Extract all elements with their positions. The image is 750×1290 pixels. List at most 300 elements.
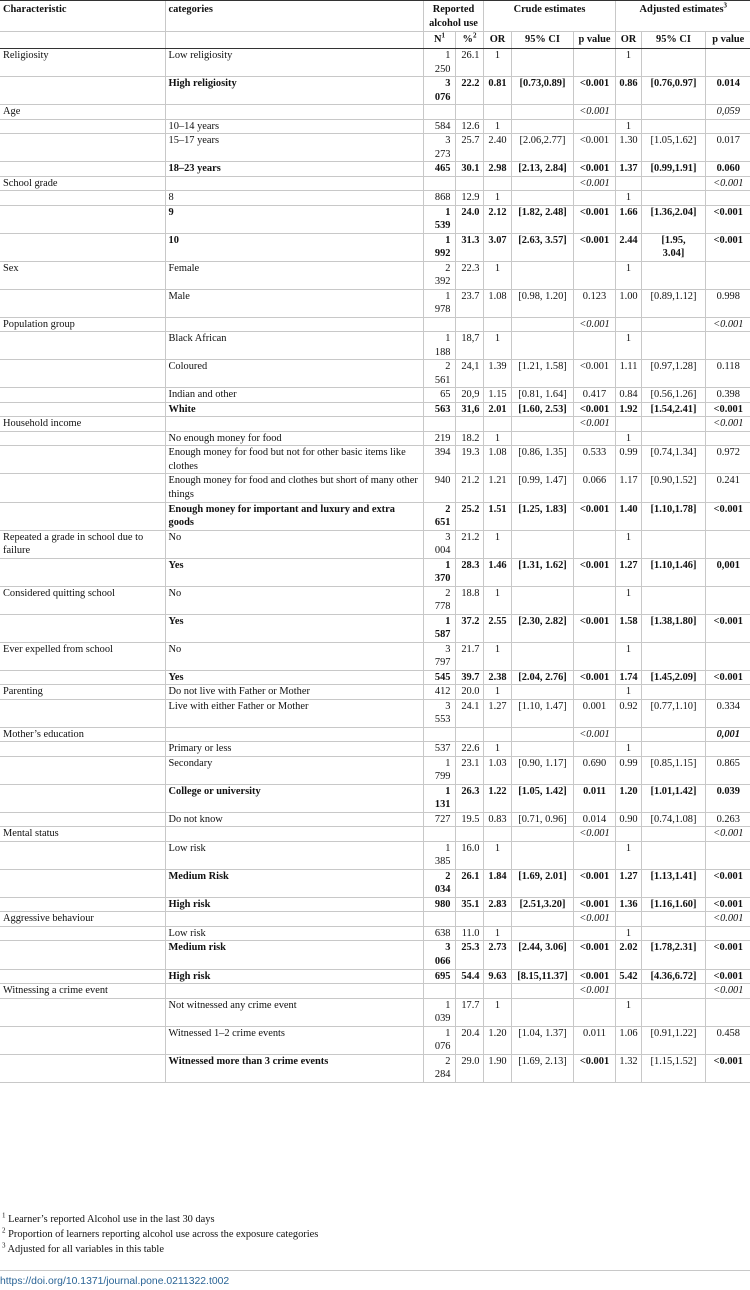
adjusted-p-cell: 0.972 — [705, 446, 750, 474]
adjusted-or-cell — [615, 317, 641, 332]
adjusted-ci-cell: [1.36,2.04] — [641, 205, 705, 233]
adjusted-p-cell: <0.001 — [705, 317, 750, 332]
adjusted-ci-cell: [1.45,2.09] — [641, 670, 705, 685]
adjusted-ci-cell — [641, 586, 705, 614]
percent-cell: 20.0 — [455, 685, 483, 700]
characteristic-cell — [0, 360, 165, 388]
adjusted-ci-cell: [0.74,1.08] — [641, 812, 705, 827]
table-row — [0, 176, 750, 191]
n-cell: 695 — [423, 969, 455, 984]
crude-p-cell: <0.001 — [573, 670, 615, 685]
adjusted-p-cell: 0,001 — [705, 727, 750, 742]
category-cell — [165, 317, 423, 332]
adjusted-p-cell: 0.017 — [705, 134, 750, 162]
adjusted-p-cell — [705, 926, 750, 941]
adjusted-or-cell — [615, 827, 641, 842]
category-cell: No — [165, 586, 423, 614]
table-row — [0, 134, 750, 162]
percent-cell: 24.1 — [455, 699, 483, 727]
header-pct — [455, 32, 483, 49]
category-cell: Low religiosity — [165, 49, 423, 77]
table-row — [0, 119, 750, 134]
crude-ci-cell: [1.69, 2.13] — [511, 1054, 573, 1082]
crude-ci-cell: [1.04, 1.37] — [511, 1026, 573, 1054]
crude-ci-cell: [0.81, 1.64] — [511, 388, 573, 403]
header-adj-p: p value — [705, 32, 750, 49]
adjusted-p-cell — [705, 998, 750, 1026]
crude-or-cell: 1.03 — [483, 756, 511, 784]
crude-or-cell — [483, 176, 511, 191]
n-cell: 3 553 — [423, 699, 455, 727]
table-row — [0, 897, 750, 912]
adjusted-or-cell: 1 — [615, 119, 641, 134]
crude-ci-cell: [1.05, 1.42] — [511, 784, 573, 812]
crude-p-cell — [573, 926, 615, 941]
adjusted-ci-cell: [1.10,1.78] — [641, 502, 705, 530]
adjusted-ci-cell — [641, 176, 705, 191]
adjusted-ci-cell: [1.10,1.46] — [641, 558, 705, 586]
adjusted-p-cell: 0.039 — [705, 784, 750, 812]
table-row — [0, 474, 750, 502]
adjusted-p-cell: <0.001 — [705, 233, 750, 261]
characteristic-cell — [0, 869, 165, 897]
crude-p-cell: <0.001 — [573, 134, 615, 162]
adjusted-p-cell: 0,059 — [705, 105, 750, 120]
adjusted-ci-cell: [1.38,1.80] — [641, 614, 705, 642]
crude-or-cell: 1 — [483, 332, 511, 360]
table-row — [0, 233, 750, 261]
crude-ci-cell: [2.06,2.77] — [511, 134, 573, 162]
crude-p-cell: <0.001 — [573, 614, 615, 642]
adjusted-or-cell: 1 — [615, 332, 641, 360]
adjusted-or-cell — [615, 176, 641, 191]
characteristic-cell — [0, 388, 165, 403]
header-pct-sup: 2 — [472, 31, 477, 40]
table-row — [0, 105, 750, 120]
n-cell: 638 — [423, 926, 455, 941]
header-ci: 95% CI — [511, 32, 573, 49]
crude-ci-cell: [2.04, 2.76] — [511, 670, 573, 685]
characteristic-cell — [0, 998, 165, 1026]
characteristic-cell: Parenting — [0, 685, 165, 700]
adjusted-or-cell: 1.20 — [615, 784, 641, 812]
crude-p-cell: 0.417 — [573, 388, 615, 403]
header-n — [423, 32, 455, 49]
category-cell: No — [165, 530, 423, 558]
crude-ci-cell: [0.99, 1.47] — [511, 474, 573, 502]
header-row-2 — [0, 32, 750, 49]
crude-ci-cell: [1.10, 1.47] — [511, 699, 573, 727]
footnotes — [0, 1212, 750, 1257]
crude-p-cell: <0.001 — [573, 941, 615, 969]
category-cell — [165, 727, 423, 742]
percent-cell: 31.3 — [455, 233, 483, 261]
adjusted-p-cell: 0.865 — [705, 756, 750, 784]
crude-ci-cell — [511, 912, 573, 927]
adjusted-or-cell: 1.27 — [615, 869, 641, 897]
header-characteristic: Characteristic — [0, 1, 165, 32]
crude-p-cell: 0.011 — [573, 784, 615, 812]
adjusted-or-cell: 1.66 — [615, 205, 641, 233]
adjusted-p-cell: <0.001 — [705, 205, 750, 233]
crude-p-cell: 0.011 — [573, 1026, 615, 1054]
crude-ci-cell — [511, 984, 573, 999]
adjusted-or-cell: 0.92 — [615, 699, 641, 727]
adjusted-p-cell — [705, 685, 750, 700]
n-cell: 465 — [423, 162, 455, 177]
adjusted-or-cell: 2.44 — [615, 233, 641, 261]
header-crude-estimates: Crude estimates — [483, 1, 615, 32]
percent-cell — [455, 984, 483, 999]
crude-ci-cell — [511, 642, 573, 670]
adjusted-ci-cell: [0.74,1.34] — [641, 446, 705, 474]
table-row — [0, 685, 750, 700]
n-cell: 563 — [423, 402, 455, 417]
adjusted-ci-cell — [641, 332, 705, 360]
crude-or-cell: 1 — [483, 586, 511, 614]
adjusted-p-cell: <0.001 — [705, 912, 750, 927]
category-cell: High religiosity — [165, 77, 423, 105]
adjusted-p-cell — [705, 261, 750, 289]
footnote-marker: 3 — [2, 1241, 6, 1250]
crude-ci-cell — [511, 586, 573, 614]
adjusted-p-cell — [705, 49, 750, 77]
adjusted-ci-cell: [1.78,2.31] — [641, 941, 705, 969]
percent-cell: 19.5 — [455, 812, 483, 827]
table-row — [0, 984, 750, 999]
category-cell: Medium Risk — [165, 869, 423, 897]
characteristic-cell — [0, 941, 165, 969]
crude-or-cell: 1.20 — [483, 1026, 511, 1054]
crude-p-cell — [573, 841, 615, 869]
adjusted-p-cell: <0.001 — [705, 614, 750, 642]
characteristic-cell — [0, 841, 165, 869]
n-cell: 1 076 — [423, 1026, 455, 1054]
percent-cell: 28.3 — [455, 558, 483, 586]
category-cell: Medium risk — [165, 941, 423, 969]
crude-p-cell: 0.123 — [573, 289, 615, 317]
adjusted-or-cell: 5.42 — [615, 969, 641, 984]
category-cell: Enough money for food and clothes but short of many other things — [165, 474, 423, 502]
crude-or-cell: 9.63 — [483, 969, 511, 984]
percent-cell: 17.7 — [455, 998, 483, 1026]
crude-ci-cell — [511, 317, 573, 332]
table-row — [0, 998, 750, 1026]
table-row — [0, 360, 750, 388]
adjusted-ci-cell: [0.76,0.97] — [641, 77, 705, 105]
n-cell: 65 — [423, 388, 455, 403]
adjusted-ci-cell: [4.36,6.72] — [641, 969, 705, 984]
category-cell — [165, 984, 423, 999]
table-row — [0, 784, 750, 812]
percent-cell: 37.2 — [455, 614, 483, 642]
adjusted-ci-cell: [0.77,1.10] — [641, 699, 705, 727]
characteristic-cell — [0, 1054, 165, 1082]
category-cell: White — [165, 402, 423, 417]
crude-p-cell: 0.066 — [573, 474, 615, 502]
adjusted-ci-cell — [641, 841, 705, 869]
doi-link[interactable]: https://doi.org/10.1371/journal.pone.0211322.t002 — [0, 1270, 750, 1287]
n-cell — [423, 176, 455, 191]
category-cell: Witnessed more than 3 crime events — [165, 1054, 423, 1082]
table-row — [0, 969, 750, 984]
category-cell — [165, 105, 423, 120]
crude-or-cell: 1.46 — [483, 558, 511, 586]
adjusted-or-cell: 1.37 — [615, 162, 641, 177]
category-cell: 9 — [165, 205, 423, 233]
adjusted-ci-cell: [0.91,1.22] — [641, 1026, 705, 1054]
crude-p-cell: 0.533 — [573, 446, 615, 474]
crude-or-cell: 1.08 — [483, 446, 511, 474]
crude-or-cell — [483, 827, 511, 842]
adjusted-ci-cell — [641, 417, 705, 432]
category-cell: 10 — [165, 233, 423, 261]
crude-or-cell: 1 — [483, 642, 511, 670]
characteristic-cell: Aggressive behaviour — [0, 912, 165, 927]
crude-p-cell — [573, 998, 615, 1026]
characteristic-cell — [0, 162, 165, 177]
crude-ci-cell: [1.69, 2.01] — [511, 869, 573, 897]
n-cell — [423, 912, 455, 927]
header-row-1 — [0, 1, 750, 32]
characteristic-cell — [0, 119, 165, 134]
table-row — [0, 191, 750, 206]
characteristic-cell — [0, 332, 165, 360]
adjusted-ci-cell: [1.15,1.52] — [641, 1054, 705, 1082]
header-pct-label: % — [462, 34, 473, 46]
adjusted-p-cell: <0.001 — [705, 869, 750, 897]
n-cell: 1 992 — [423, 233, 455, 261]
crude-ci-cell — [511, 841, 573, 869]
footnote-text: Proportion of learners reporting alcohol use across the exposure categories — [8, 1229, 319, 1241]
table-row — [0, 912, 750, 927]
category-cell — [165, 912, 423, 927]
n-cell: 394 — [423, 446, 455, 474]
adjusted-ci-cell: [0.99,1.91] — [641, 162, 705, 177]
table-row — [0, 1026, 750, 1054]
header-or: OR — [483, 32, 511, 49]
adjusted-or-cell — [615, 727, 641, 742]
adjusted-ci-cell — [641, 727, 705, 742]
crude-or-cell: 2.73 — [483, 941, 511, 969]
crude-or-cell: 1 — [483, 742, 511, 757]
adjusted-ci-cell — [641, 119, 705, 134]
crude-ci-cell: [0.98, 1.20] — [511, 289, 573, 317]
adjusted-ci-cell — [641, 926, 705, 941]
n-cell: 1 799 — [423, 756, 455, 784]
characteristic-cell — [0, 784, 165, 812]
n-cell: 1 539 — [423, 205, 455, 233]
n-cell: 727 — [423, 812, 455, 827]
characteristic-cell — [0, 402, 165, 417]
adjusted-p-cell: <0.001 — [705, 402, 750, 417]
adjusted-ci-cell — [641, 998, 705, 1026]
crude-p-cell — [573, 742, 615, 757]
percent-cell: 24.0 — [455, 205, 483, 233]
adjusted-or-cell: 1 — [615, 261, 641, 289]
adjusted-p-cell — [705, 642, 750, 670]
characteristic-cell — [0, 191, 165, 206]
table-row — [0, 261, 750, 289]
n-cell: 3 797 — [423, 642, 455, 670]
crude-p-cell: <0.001 — [573, 317, 615, 332]
crude-ci-cell — [511, 998, 573, 1026]
crude-ci-cell — [511, 119, 573, 134]
adjusted-or-cell: 1 — [615, 431, 641, 446]
crude-ci-cell — [511, 261, 573, 289]
header-reported-alcohol-use: Reported alcohol use — [423, 1, 483, 32]
adjusted-ci-cell — [641, 530, 705, 558]
category-cell — [165, 827, 423, 842]
n-cell — [423, 827, 455, 842]
crude-ci-cell: [1.25, 1.83] — [511, 502, 573, 530]
n-cell: 3 004 — [423, 530, 455, 558]
crude-p-cell: <0.001 — [573, 827, 615, 842]
adjusted-p-cell: 0.998 — [705, 289, 750, 317]
adjusted-ci-cell — [641, 642, 705, 670]
characteristic-cell: Considered quitting school — [0, 586, 165, 614]
crude-ci-cell: [2.13, 2.84] — [511, 162, 573, 177]
category-cell: Indian and other — [165, 388, 423, 403]
crude-p-cell: 0.001 — [573, 699, 615, 727]
crude-ci-cell: [8.15,11.37] — [511, 969, 573, 984]
n-cell: 3 076 — [423, 77, 455, 105]
adjusted-or-cell: 0.99 — [615, 756, 641, 784]
adjusted-p-cell: <0.001 — [705, 969, 750, 984]
adjusted-or-cell: 1.92 — [615, 402, 641, 417]
table-row — [0, 502, 750, 530]
footnote-marker: 2 — [2, 1226, 6, 1235]
adjusted-p-cell: 0,001 — [705, 558, 750, 586]
table-row — [0, 289, 750, 317]
adjusted-ci-cell — [641, 984, 705, 999]
adjusted-or-cell: 0.99 — [615, 446, 641, 474]
crude-p-cell: <0.001 — [573, 1054, 615, 1082]
n-cell: 1 039 — [423, 998, 455, 1026]
adjusted-or-cell: 1.17 — [615, 474, 641, 502]
crude-p-cell: <0.001 — [573, 205, 615, 233]
crude-or-cell: 2.55 — [483, 614, 511, 642]
category-cell: Yes — [165, 614, 423, 642]
n-cell: 545 — [423, 670, 455, 685]
adjusted-p-cell — [705, 431, 750, 446]
adjusted-or-cell: 1.58 — [615, 614, 641, 642]
n-cell: 868 — [423, 191, 455, 206]
adjusted-ci-cell — [641, 912, 705, 927]
adjusted-ci-cell — [641, 827, 705, 842]
percent-cell: 29.0 — [455, 1054, 483, 1082]
characteristic-cell — [0, 742, 165, 757]
characteristic-cell: Household income — [0, 417, 165, 432]
adjusted-or-cell: 1 — [615, 49, 641, 77]
crude-or-cell: 1 — [483, 119, 511, 134]
adjusted-p-cell: 0.241 — [705, 474, 750, 502]
crude-p-cell: <0.001 — [573, 727, 615, 742]
adjusted-or-cell: 1.06 — [615, 1026, 641, 1054]
n-cell: 1 131 — [423, 784, 455, 812]
table-row — [0, 756, 750, 784]
percent-cell: 23.1 — [455, 756, 483, 784]
adjusted-or-cell — [615, 912, 641, 927]
adjusted-p-cell — [705, 332, 750, 360]
n-cell — [423, 105, 455, 120]
characteristic-cell — [0, 502, 165, 530]
crude-or-cell — [483, 317, 511, 332]
adjusted-ci-cell: [1.13,1.41] — [641, 869, 705, 897]
crude-p-cell — [573, 49, 615, 77]
adjusted-p-cell — [705, 742, 750, 757]
header-p: p value — [573, 32, 615, 49]
table-row — [0, 431, 750, 446]
percent-cell: 26.3 — [455, 784, 483, 812]
category-cell: Low risk — [165, 926, 423, 941]
adjusted-or-cell: 1 — [615, 685, 641, 700]
crude-or-cell: 0.81 — [483, 77, 511, 105]
table-row — [0, 162, 750, 177]
footnote-marker: 1 — [2, 1211, 6, 1220]
adjusted-ci-cell: [1.95, 3.04] — [641, 233, 705, 261]
adjusted-ci-cell — [641, 261, 705, 289]
percent-cell: 26.1 — [455, 49, 483, 77]
table-row — [0, 1054, 750, 1082]
percent-cell: 18.8 — [455, 586, 483, 614]
characteristic-cell: Mother’s education — [0, 727, 165, 742]
characteristic-cell: School grade — [0, 176, 165, 191]
crude-ci-cell — [511, 827, 573, 842]
header-blank-1 — [0, 32, 165, 49]
crude-or-cell: 1.22 — [483, 784, 511, 812]
category-cell: Do not know — [165, 812, 423, 827]
crude-ci-cell — [511, 742, 573, 757]
adjusted-or-cell: 1 — [615, 191, 641, 206]
table-row — [0, 402, 750, 417]
characteristic-cell — [0, 614, 165, 642]
table-row — [0, 49, 750, 77]
adjusted-ci-cell — [641, 742, 705, 757]
adjusted-ci-cell — [641, 431, 705, 446]
crude-ci-cell — [511, 685, 573, 700]
table-row — [0, 530, 750, 558]
n-cell: 3 273 — [423, 134, 455, 162]
table-row — [0, 812, 750, 827]
header-n-sup: 1 — [441, 31, 445, 40]
category-cell: Do not live with Father or Mother — [165, 685, 423, 700]
n-cell: 1 385 — [423, 841, 455, 869]
crude-ci-cell — [511, 926, 573, 941]
adjusted-p-cell: 0.334 — [705, 699, 750, 727]
crude-p-cell — [573, 431, 615, 446]
crude-ci-cell: [1.60, 2.53] — [511, 402, 573, 417]
adjusted-or-cell: 0.84 — [615, 388, 641, 403]
table-row — [0, 558, 750, 586]
percent-cell — [455, 176, 483, 191]
adjusted-p-cell — [705, 530, 750, 558]
footnote — [0, 1212, 750, 1227]
crude-p-cell: <0.001 — [573, 233, 615, 261]
n-cell: 1 188 — [423, 332, 455, 360]
crude-ci-cell: [0.86, 1.35] — [511, 446, 573, 474]
n-cell: 2 392 — [423, 261, 455, 289]
crude-p-cell: <0.001 — [573, 869, 615, 897]
table-row — [0, 642, 750, 670]
adjusted-or-cell — [615, 417, 641, 432]
percent-cell: 16.0 — [455, 841, 483, 869]
adjusted-or-cell: 1 — [615, 642, 641, 670]
table-row — [0, 446, 750, 474]
n-cell: 584 — [423, 119, 455, 134]
adjusted-p-cell: <0.001 — [705, 670, 750, 685]
crude-or-cell: 1.39 — [483, 360, 511, 388]
